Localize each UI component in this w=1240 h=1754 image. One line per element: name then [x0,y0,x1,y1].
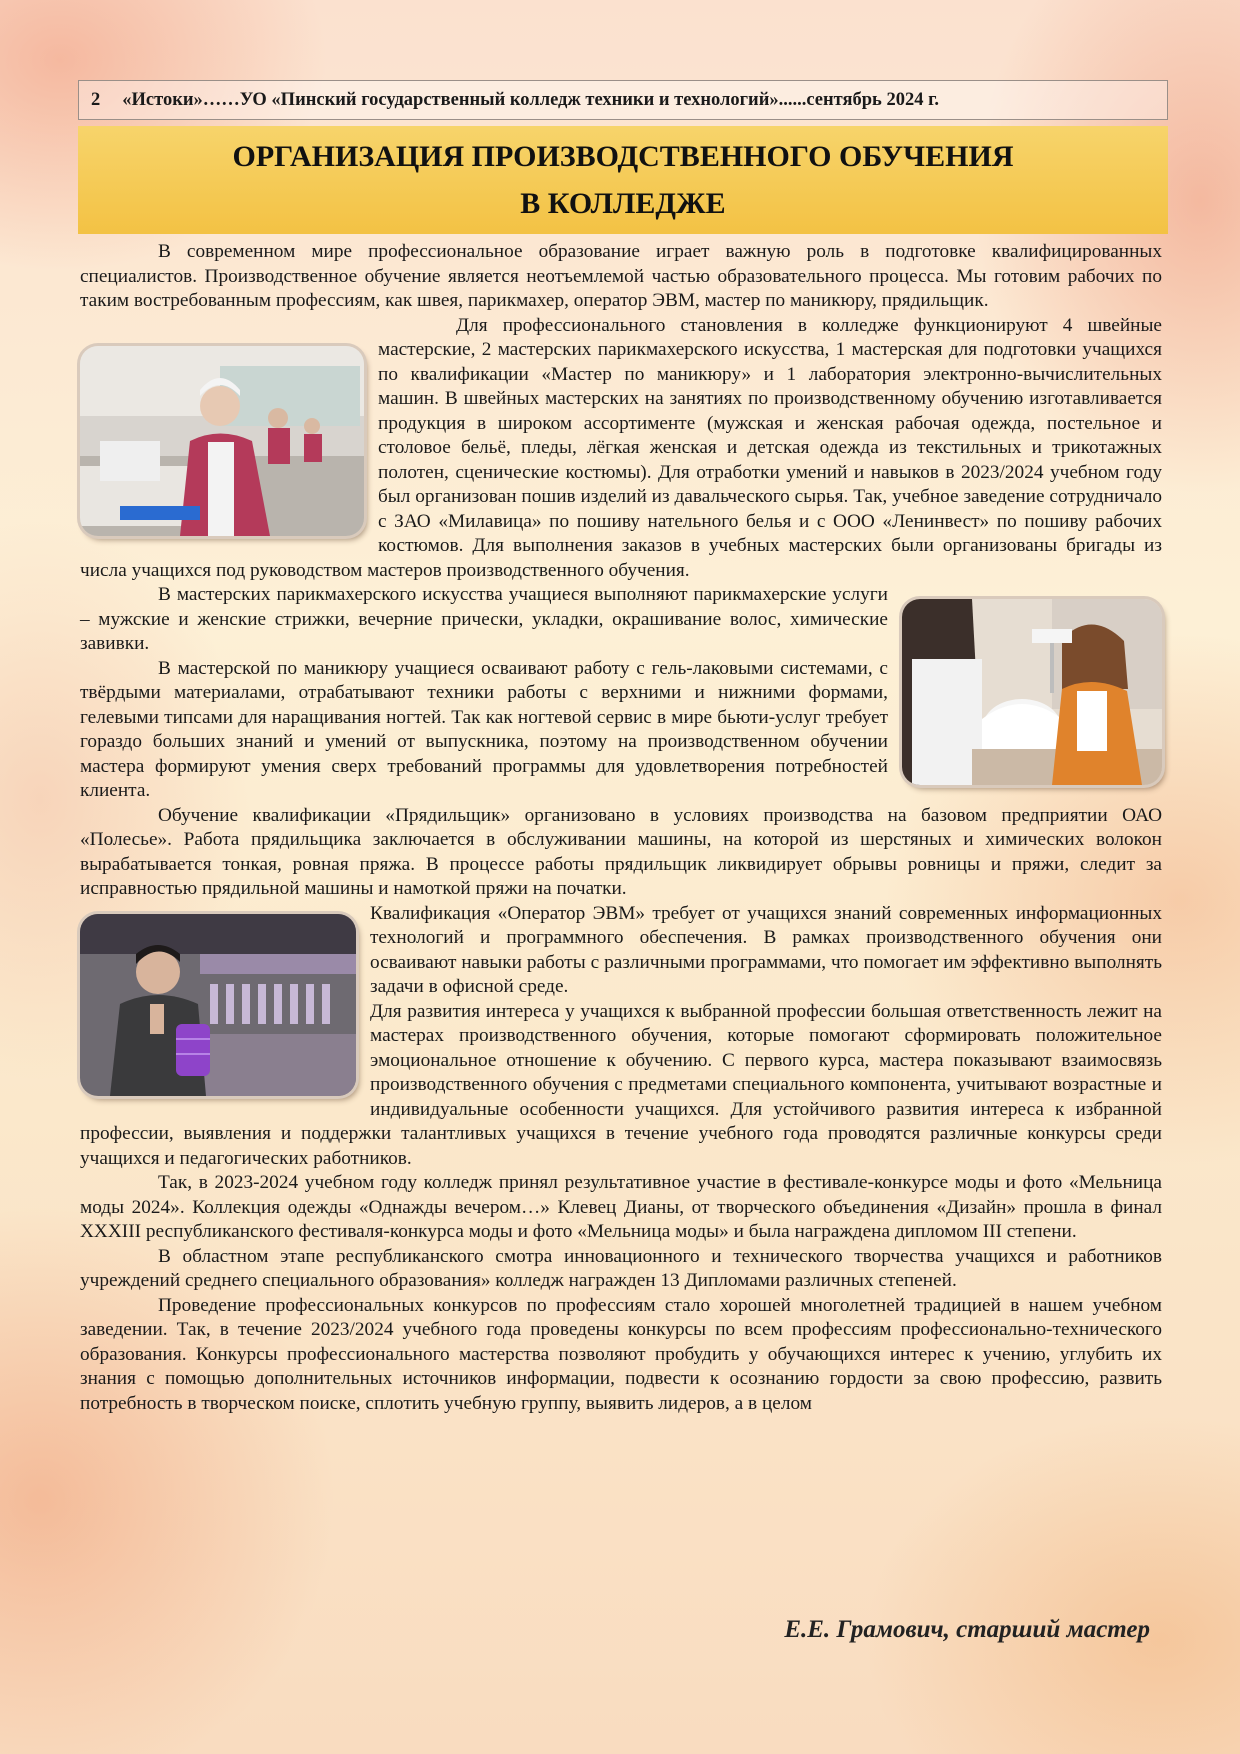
article-body [80,240,1162,1640]
paragraph-manicure: В мастерской по маникюру учащиеся осваивают работу с гель-лаковыми системами, с твёрдыми материалами, отрабатывают техники работы с верхними и нижними формами, гелевыми типсами для наращивания ногтей. Так как ногтевой сервис в мире бьюти-услуг требует гораздо больших знаний и умений от выпускника, поэтому на производственном обучении мастера формируют умения сверх требований программы для удовлетворения потребностей клиента. [80,657,888,801]
paragraph-operator: Квалификация «Оператор ЭВМ» требует от учащихся знаний современных информационных технологий и программного обеспечения. В рамках производственного обучения они осваивают навыки работы с различными программами, что помогает им эффективно выполнять задачи в офисной среде. [370,902,1162,997]
article-title-line-1: ОРГАНИЗАЦИЯ ПРОИЗВОДСТВЕННОГО ОБУЧЕНИЯ [232,140,1014,173]
manicure-workshop-photo [902,599,1162,785]
paragraph-traditions: Проведение профессиональных конкурсов по профессиям стало хорошей многолетней традицией в нашем учебном заведении. Так, в течение 2023/2024 учебного года проведены конкурсы по всем профессиям профессионально-технического образования. Конкурсы профессионального мастерства позволяют пробудить у обучающихся интерес к учению, углубить их знания с помощью дополнительных источников информации, подвести к осознанию гордости за свою профессию, развить потребность в творческом поиске, сплотить учебную группу, выявить лидеров, а в целом [80,1294,1162,1414]
sewing-workshop-photo [80,346,364,536]
paragraph-interest: Для развития интереса у учащихся к выбранной профессии большая ответственность лежит на мастерах производственного обучения, которые помогают сформировать положительное эмоциональное отношение к обучению. С первого курса, мастера показывают взаимосвязь производственного обучения с предметами специального компонента, учитывают возрастные и индивидуальные особенности учащихся. Для устойчивого развития интереса к избранной профессии, выявления и поддержки талантливых учащихся в течение учебного года проводятся различные конкурсы среди учащихся и педагогических работников. [80,1000,1162,1169]
article-title [78,126,1168,234]
paragraph-spinner: Обучение квалификации «Прядильщик» организовано в условиях производства на базовом предприятии ОАО «Полесье». Работа прядильщика заключается в обслуживании машины, на которой из шерстяных и химических волокон вырабатывается тонкая, ровная пряжа. В процессе работы прядильщик ликвидирует обрывы ровницы и пряжи, следит за исправностью прядильной машины и намоткой пряжи на початки. [80,804,1162,899]
author-signature: Е.Е. Грамович, старший мастер [784,1616,1150,1643]
page-number: 2 [91,89,101,110]
paragraph-contest: Так, в 2023-2024 учебном году колледж принял результативное участие в фестивале-конкурсе моды и фото «Мельница моды 2024». Коллекция одежды «Однажды вечером…» Клевец Дианы, от творческого объединения «Дизайн» прошла в финал XXXIII республиканского фестиваля-конкурса моды и фото «Мельница моды» и была награждена дипломом III степени. [80,1172,1162,1242]
header-line: «Истоки»……УО «Пинский государственный колледж техники и технологий»......сентябрь 2024 г. [122,89,940,110]
paragraph-workshops: Для профессионального становления в колледже функционируют 4 швейные мастерские, 2 мастерских парикмахерского искусства, 1 мастерская для подготовки учащихся по квалификации «Мастер по маникюру» и 1 лаборатория электронно-вычислительных машин. В швейных мастерских на занятиях по производственному обучению изготавливается продукция в широком ассортименте (мужская и женская рабочая одежда, постельное и столовое бельё, пледы, лёгкая женская и детская одежда из текстильных и трикотажных полотен, сценические костюмы). Для отработки умений и навыков в 2023/2024 учебном году был организован пошив изделий из давальческого сырья. Так, учебное заведение сотрудничало с ЗАО «Милавица» по пошиву нательного белья и с ООО «Ленинвест» по пошиву рабочих костюмов. Для выполнения заказов в учебных мастерских были организованы бригады из числа учащихся под руководством мастеров производственного обучения. [80,314,1162,581]
spinning-production-photo [80,914,356,1096]
paragraph-intro: В современном мире профессиональное образование играет важную роль в подготовке квалифицированных специалистов. Производственное обучение является неотъемлемой частью образовательного процесса. Мы готовим рабочих по таким востребованным профессиям, как швея, парикмахер, оператор ЭВМ, мастер по маникюру, прядильщик. [80,241,1162,311]
article-title-line-2: В КОЛЛЕДЖЕ [520,187,726,220]
page-header [78,80,1168,120]
paragraph-hairdressing: В мастерских парикмахерского искусства учащиеся выполняют парикмахерские услуги – мужские и женские стрижки, вечерние прически, укладки, окрашивание волос, химические завивки. [80,584,888,654]
paragraph-awards: В областном этапе республиканского смотра инновационного и технического творчества учащихся и работников учреждений среднего специального образования» колледж награжден 13 Дипломами различных степеней. [80,1245,1162,1291]
